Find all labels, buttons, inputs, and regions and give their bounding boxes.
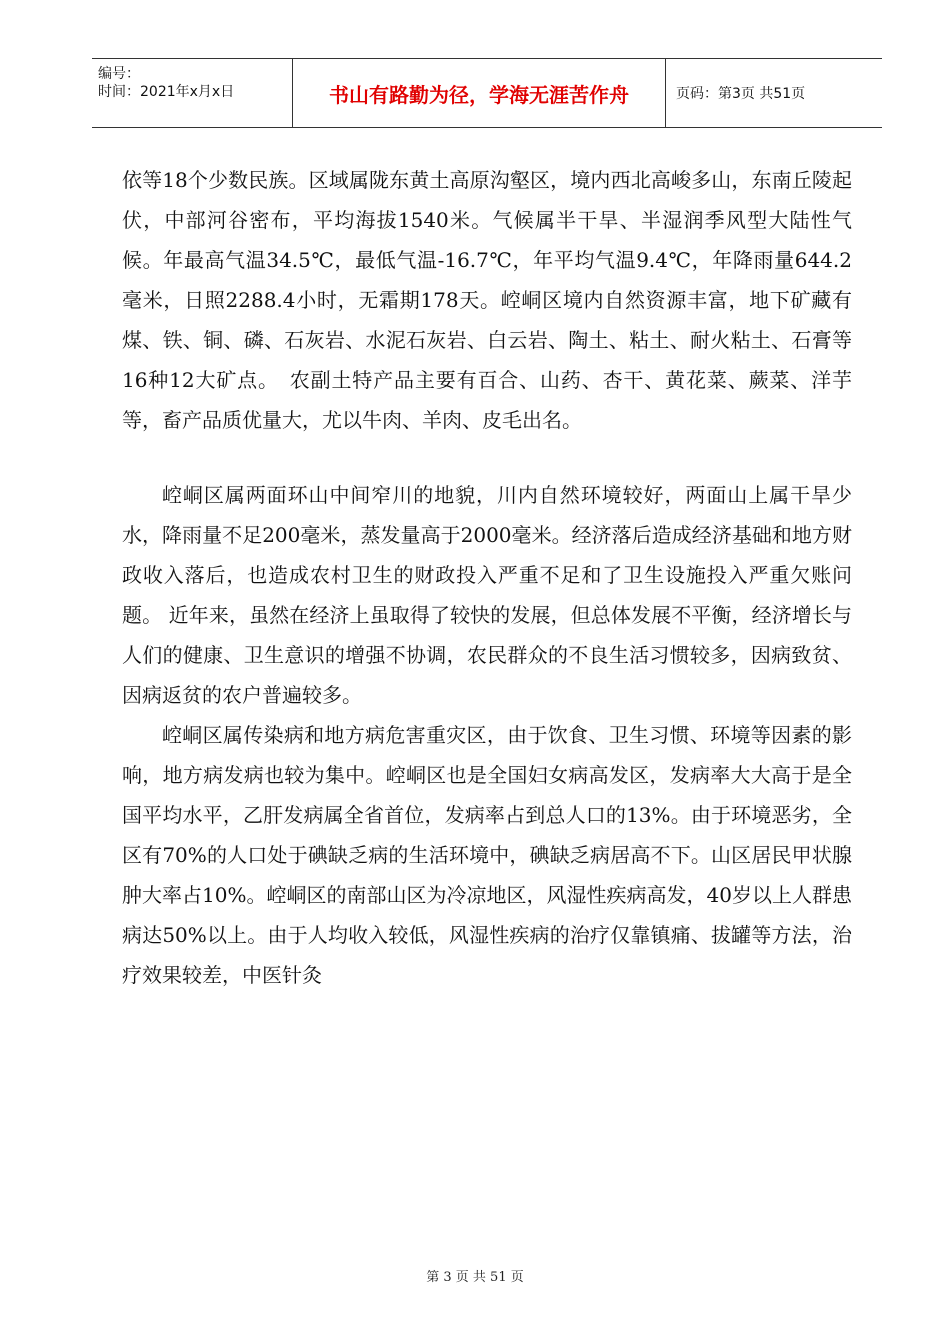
header-meta bbox=[92, 59, 293, 127]
header-page-info: 页码：第3页 共51页 bbox=[676, 86, 806, 102]
paragraph: 依等18个少数民族。区域属陇东黄土高原沟壑区，境内西北高峻多山，东南丘陵起伏，中部河谷密布，平均海拔1540米。气候属半干旱、半湿润季风型大陆性气候。年最高气温34.5℃，最低气温-16.7℃，年平均气温9.4℃，年降雨量644.2毫米，日照2288.4小时，无霜期178天。崆峒区境内自然资源丰富，地下矿藏有煤、铁、铜、磷、石灰岩、水泥石灰岩、白云岩、陶土、粘土、耐火粘土、石膏等16种12大矿点。 农副土特产品主要有百合、山药、杏干、黄花菜、蕨菜、洋芋等，畜产品质优量大，尤以牛肉、羊肉、皮毛出名。 bbox=[122, 168, 852, 432]
page-header bbox=[92, 58, 882, 128]
doc-id-label: 编号： bbox=[98, 66, 140, 82]
paragraph: 崆峒区属传染病和地方病危害重灾区，由于饮食、卫生习惯、环境等因素的影响，地方病发病也较为集中。崆峒区也是全国妇女病高发区，发病率大大高于是全国平均水平，乙肝发病属全省首位，发病率占到总人口的13%。由于环境恶劣，全区有70%的人口处于碘缺乏病的生活环境中，碘缺乏病居高不下。山区居民甲状腺肿大率占10%。崆峒区的南部山区为冷凉地区，风湿性疾病高发，40岁以上人群患病达50%以上。由于人均收入较低，风湿性疾病的治疗仅靠镇痛、拔罐等方法，治疗效果较差，中医针灸 bbox=[122, 723, 852, 987]
document-body bbox=[122, 160, 852, 995]
paragraph: 崆峒区属两面环山中间窄川的地貌，川内自然环境较好，两面山上属干旱少水，降雨量不足200毫米，蒸发量高于2000毫米。经济落后造成经济基础和地方财政收入落后，也造成农村卫生的财政投入严重不足和了卫生设施投入严重欠账问题。 近年来，虽然在经济上虽取得了较快的发展，但总体发展不平衡，经济增长与人们的健康、卫生意识的增强不协调，农民群众的不良生活习惯较多，因病致贫、因病返贫的农户普遍较多。 bbox=[122, 483, 852, 707]
header-motto: 书山有路勤为径，学海无涯苦作舟 bbox=[293, 59, 666, 127]
doc-time-label: 时间：2021年x月x日 bbox=[98, 84, 235, 100]
page-footer: 第 3 页 共 51 页 bbox=[426, 1270, 524, 1285]
